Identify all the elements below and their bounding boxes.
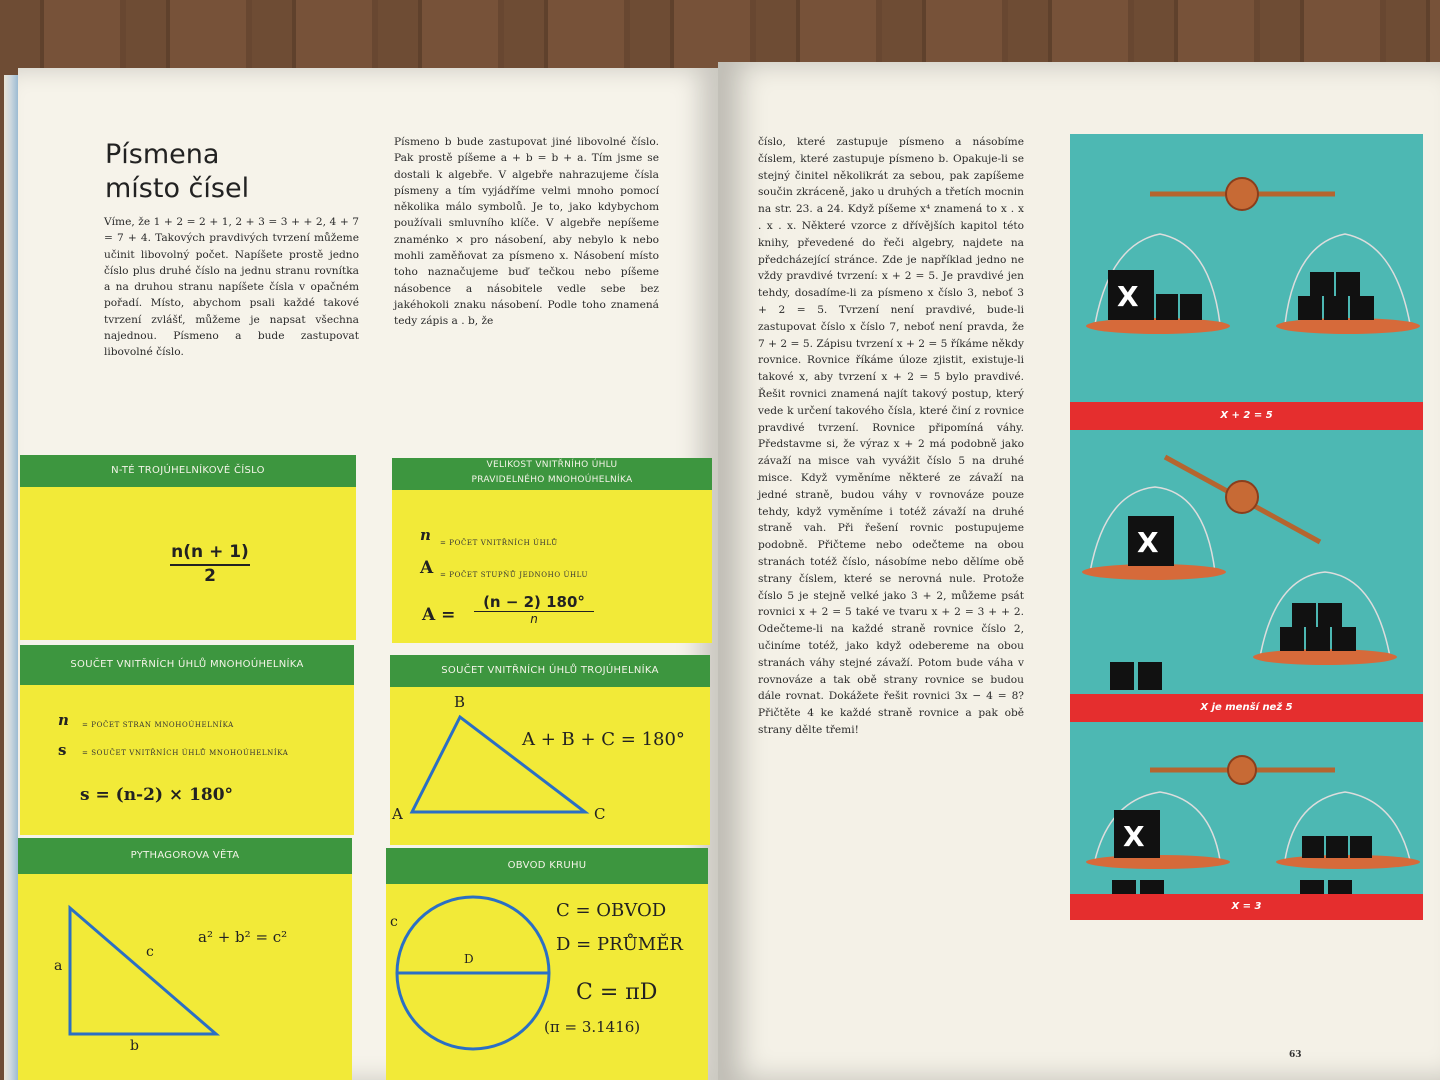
side-c-label: c bbox=[146, 944, 154, 960]
symbol-n: n bbox=[420, 526, 431, 544]
circumference-label: c bbox=[390, 914, 398, 930]
formula: a² + b² = c² bbox=[198, 928, 288, 946]
box-header: SOUČET VNITŘNÍCH ÚHLŮ TROJÚHELNÍKA bbox=[390, 655, 710, 687]
box-header-line-2: PRAVIDELNÉHO MNOHOÚHELNÍKA bbox=[471, 475, 633, 485]
formula-lhs: A = bbox=[422, 605, 456, 625]
box-header: OBVOD KRUHU bbox=[386, 848, 708, 884]
formula: A + B + C = 180° bbox=[522, 729, 685, 750]
pi-value: (π = 3.1416) bbox=[544, 1018, 641, 1036]
page-title bbox=[105, 138, 335, 206]
fraction-numerator: (n − 2) 180° bbox=[474, 593, 594, 612]
triangle-diagram bbox=[390, 655, 710, 845]
balance-scale-tilted bbox=[1070, 432, 1423, 730]
text-column-2: Písmeno b bude zastupovat jiné libovolné číslo. Pak prostě píšeme a + b = b + a. Tím jsme se dostali k algebře. V algebře nahrazujeme čísla písmeny a tím vyjádříme velmi mnoho pomocí několika málo symbolů. Je to, jako kdybychom používali smluvního klíče. V algebře nepíšeme znaménko × pro násobení, aby nebylo k nebo mohli zaměňovat za písmeno x. Násobení místo toho naznačujeme buď tečkou nebo píšeme násobence a násobitele vedle sebe bez jakéhokoli znaku násobení. Podle toho znamená tedy zápis a . b, že bbox=[394, 136, 659, 328]
side-b-label: b bbox=[130, 1038, 139, 1054]
box-header-line-1: VELIKOST VNITŘNÍHO ÚHLU bbox=[486, 460, 618, 470]
page-number: 63 bbox=[1289, 1050, 1302, 1060]
right-triangle-diagram bbox=[18, 838, 352, 1080]
symbol-s: s bbox=[58, 741, 67, 759]
vertex-a-label: A bbox=[392, 805, 403, 823]
box-polygon-angle-sum bbox=[20, 645, 354, 835]
text-column-1: Víme, že 1 + 2 = 2 + 1, 2 + 3 = 3 + + 2, 4 + 7 = 7 + 4. Takových pravdivých tvrzení můžeme učinit libovolný počet. Napíšete prostě jedno číslo plus druhé číslo na jednu stranu rovnítka a na druhou stranu napíšete čísla v opačném pořadí. Místo, abychom psali každé takové tvrzení zvlášť, můžeme je napsat všechna najednou. Písmeno a bude zastupovat libovolné číslo. bbox=[104, 216, 359, 359]
box-interior-angle bbox=[392, 458, 712, 643]
box-header: N-TÉ TROJÚHELNÍKOVÉ ČÍSLO bbox=[20, 455, 356, 487]
box-circle bbox=[386, 848, 708, 1080]
caption-bar-2: X je menší než 5 bbox=[1070, 694, 1423, 722]
formula: C = πD bbox=[576, 980, 658, 1005]
box-header bbox=[392, 458, 712, 490]
side-a-label: a bbox=[54, 958, 63, 974]
unknown-block-label: X bbox=[1123, 820, 1145, 853]
box-pythagoras bbox=[18, 838, 352, 1080]
definition-d: D = PRŮMĚR bbox=[556, 934, 683, 955]
label-a: = POČET STUPŇŮ JEDNOHO ÚHLU bbox=[440, 571, 589, 579]
caption-bar-3: X = 3 bbox=[1070, 894, 1423, 920]
box-triangular-number bbox=[20, 455, 356, 640]
title-line-2: místo čísel bbox=[105, 173, 250, 204]
definition-c: C = OBVOD bbox=[556, 900, 667, 921]
balance-illustrations bbox=[1070, 134, 1423, 920]
diameter-label: D bbox=[464, 952, 474, 966]
formula: s = (n-2) × 180° bbox=[80, 785, 234, 805]
unknown-block-label: X bbox=[1117, 280, 1139, 313]
vertex-b-label: B bbox=[454, 693, 466, 711]
fraction-denominator: 2 bbox=[204, 566, 216, 586]
box-header: SOUČET VNITŘNÍCH ÚHLŮ MNOHOÚHELNÍKA bbox=[20, 645, 354, 685]
label-n: = POČET VNITŘNÍCH ÚHLŮ bbox=[440, 539, 558, 547]
fraction-denominator: n bbox=[530, 612, 538, 626]
symbol-a: A bbox=[420, 558, 434, 578]
circle-diagram bbox=[386, 848, 708, 1080]
text-column-3: číslo, které zastupuje písmeno a násobíme číslem, které zastupuje písmeno b. Opakuje-li se stejný činitel několikrát za sebou, pak zapíšeme součin zkráceně, jako u druhých a třetích mocnin na str. 23. a 24. Když píšeme x⁴ znamená to x . x . x . x. Některé vzorce z dřívějších kapitol této knihy, převedené do řeči algebry, najdete na předcházející stránce. Zde je například jedno ne vždy pravdivé tvrzení: x + 2 = 5. Je pravdivé jen tehdy, dosadíme-li za písmeno x číslo 3, neboť 3 + 2 = 5. Tvrzení není pravdivé, bude-li zastupovat číslo x číslo 7, neboť není pravda, že 7 + 2 = 5. Zápisu tvrzení x + 2 = 5 říkáme někdy rovnice. Rovnice říkáme úloze zjistit, existuje-li takové x, aby tvrzení x + 2 = 5 bylo pravdivé. Řešit rovnici znamená najít takový postup, který vede k určení takového čísla, které činí z rovnice pravdivé tvrzení. Rovnice připomíná váhy. Představme si, že výraz x + 2 má podobně jako závaží na misce vah vyvážit číslo 5 na druhé misce. Když vyměníme některé ze závaží na jedné straně, budou váhy v rovnováze pouze tehdy, když vyměníme i totéž závaží na druhé straně vah. Při řešení rovnic postupujeme podobně. Přičteme nebo odečteme na obou stranách totéž číslo, násobíme nebo dělíme obě strany číslem, které se nerovná nule. Protože číslo 5 je stejně velké jako 3 + 2, můžeme psát rovnici x + 2 = 5 také ve tvaru x + 2 = 3 + + 2. Odečteme-li na každé straně rovnice číslo 2, učiníme totéž, jako když odebereme na obou stranách váhy stejné závaží. Potom bude váha v rovnováze a tak obě strany rovnice se budou dále rovnat. Dokážete řešit rovnici 3x − 4 = 8? Přičtěte 4 ke každé straně rovnice a pak obě strany dělte třemi! bbox=[758, 136, 1024, 736]
label-n: = POČET STRAN MNOHOÚHELNÍKA bbox=[82, 721, 234, 729]
balance-panel-3 bbox=[1070, 730, 1423, 920]
box-triangle-angle-sum bbox=[390, 655, 710, 845]
balance-panel-2 bbox=[1070, 432, 1423, 730]
vertex-c-label: C bbox=[594, 805, 606, 823]
unknown-block-label: X bbox=[1137, 526, 1159, 559]
title-line-1: Písmena bbox=[105, 139, 220, 170]
symbol-n: n bbox=[58, 711, 69, 729]
box-header: PYTHAGOROVA VĚTA bbox=[18, 838, 352, 874]
balance-panel-1 bbox=[1070, 134, 1423, 432]
label-s: = SOUČET VNITŘNÍCH ÚHLŮ MNOHOÚHELNÍKA bbox=[82, 749, 289, 757]
caption-bar-1: X + 2 = 5 bbox=[1070, 402, 1423, 430]
fraction-numerator: n(n + 1) bbox=[170, 542, 250, 566]
